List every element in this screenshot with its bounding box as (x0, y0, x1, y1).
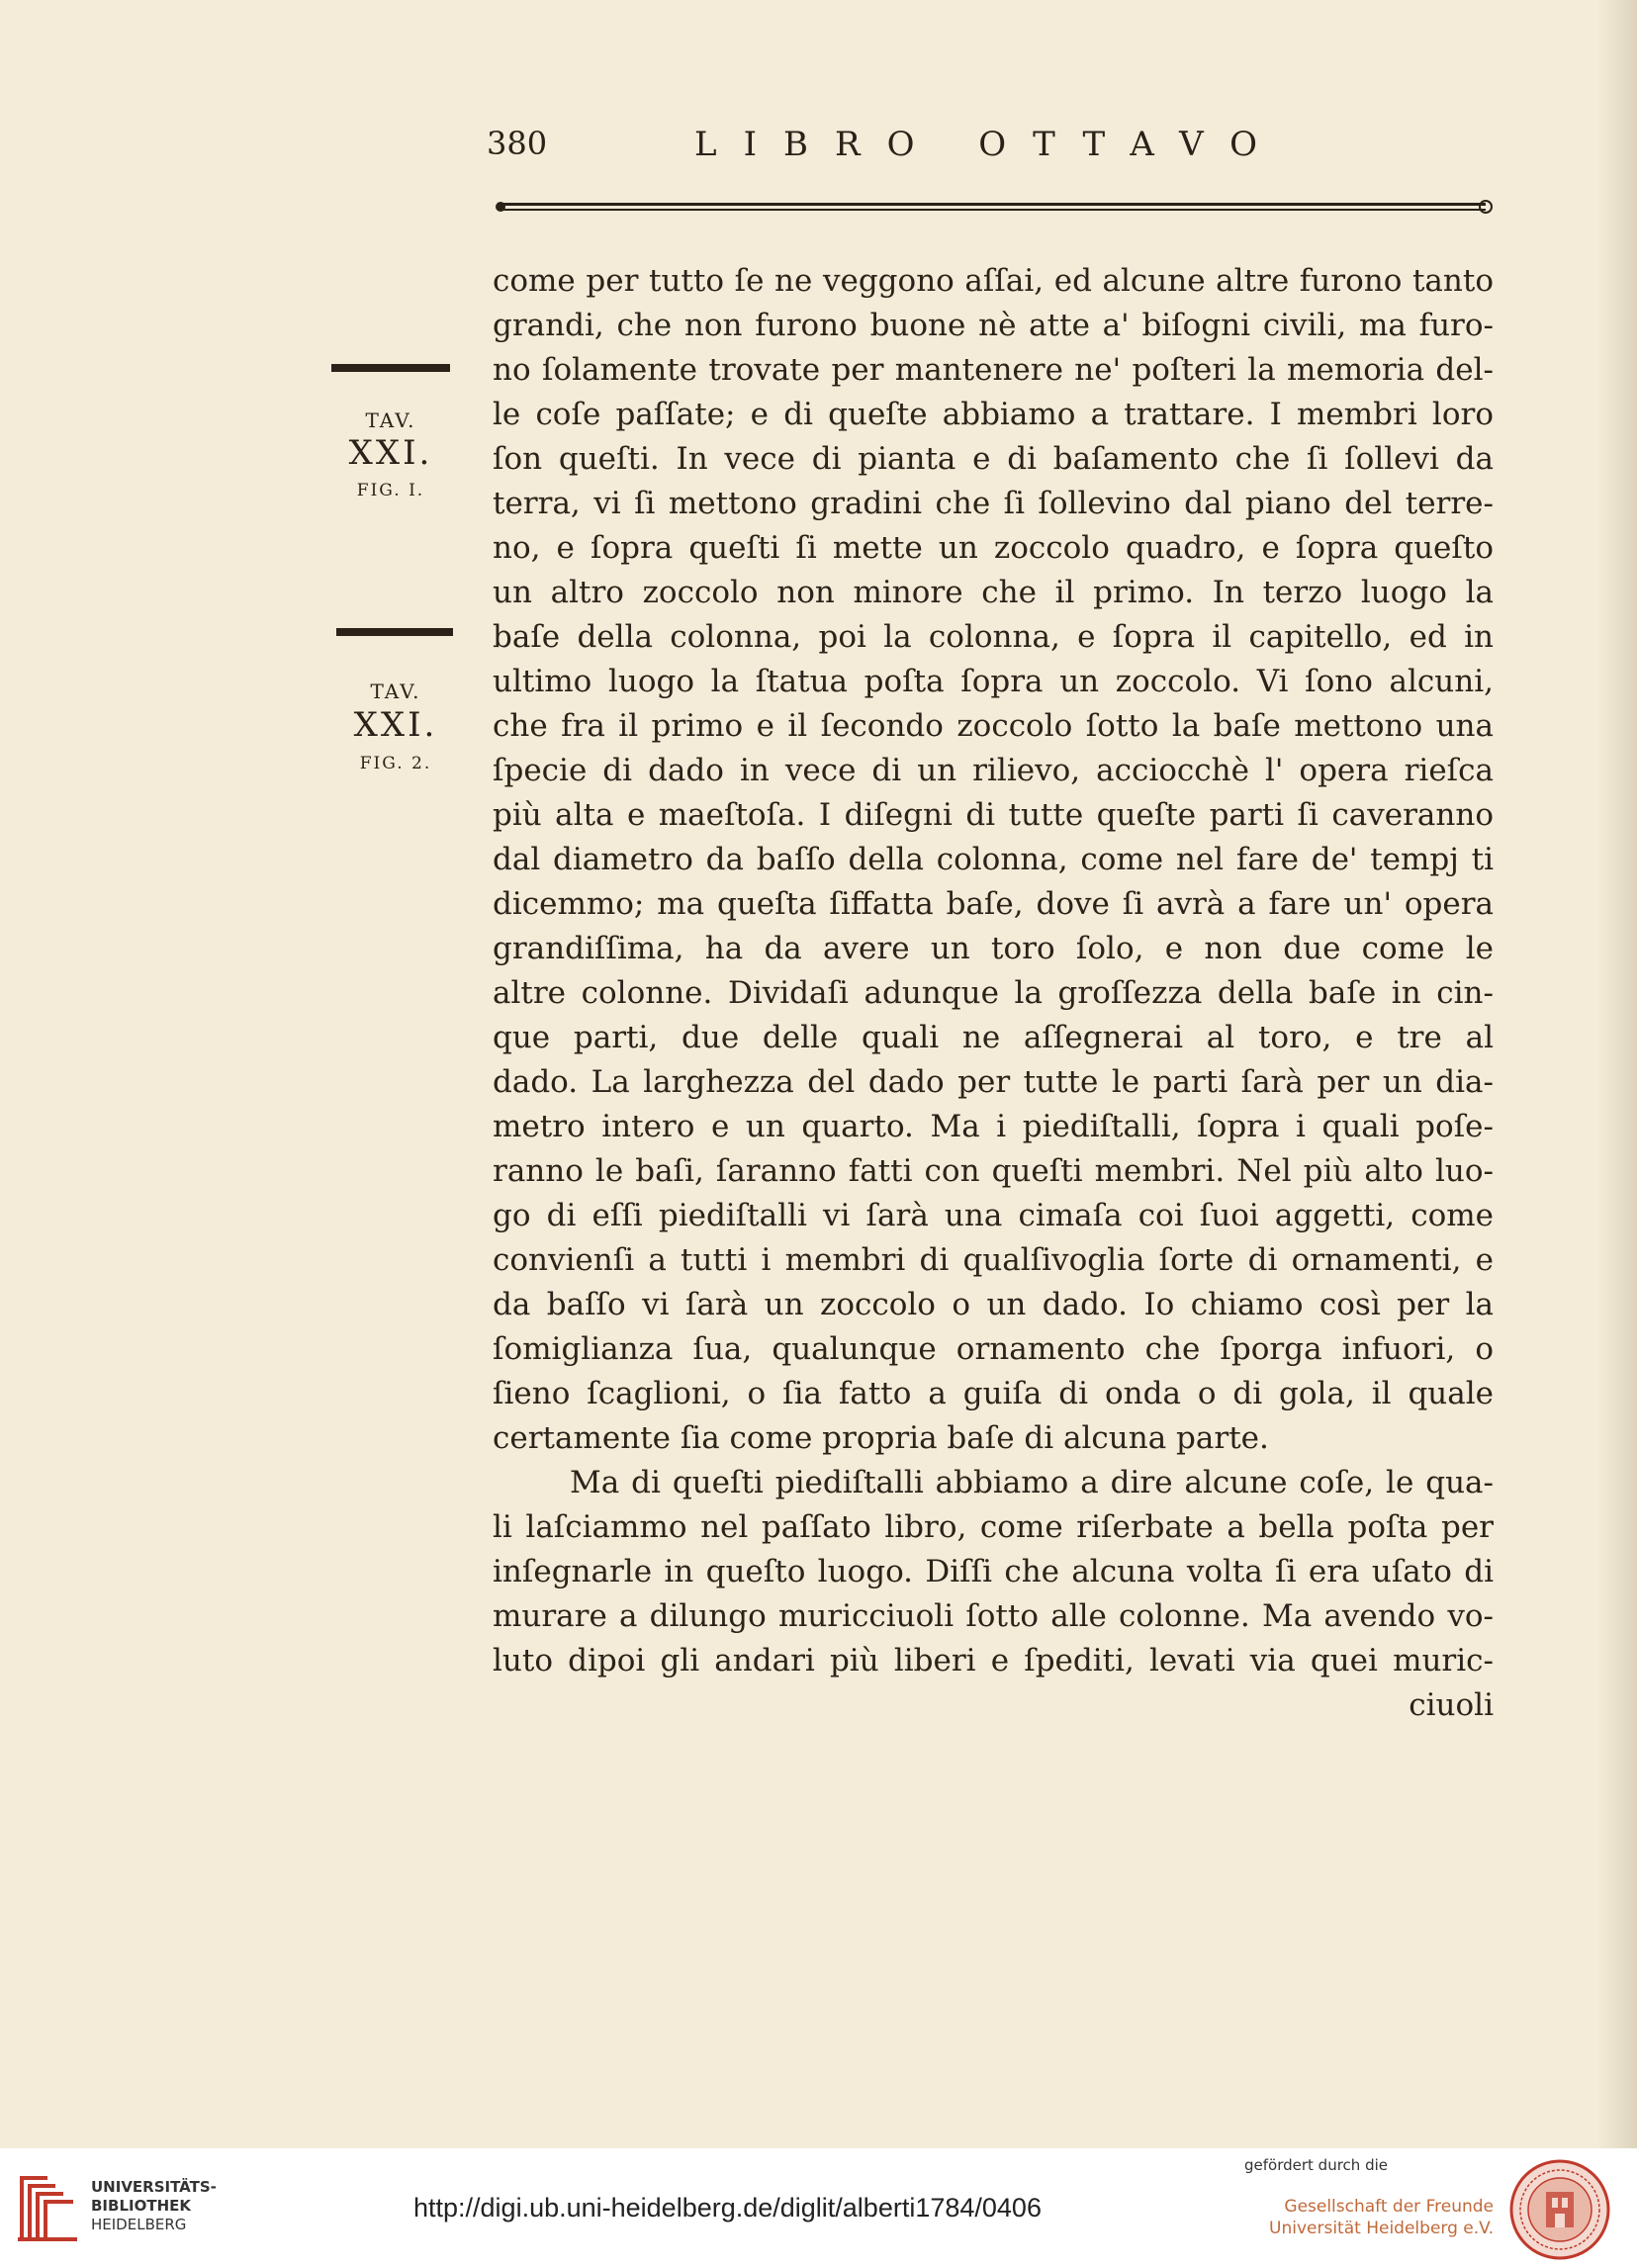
margin-note-number: XXI. (348, 433, 433, 473)
library-name-line: HEIDELBERG (91, 2216, 187, 2233)
catchword: ciuoli (1409, 1687, 1494, 1723)
text-line: no, e ſopra queſti ſi mette un zoccolo quadro, e ſopra queſto (493, 530, 1494, 566)
page-number: 380 (487, 125, 548, 162)
margin-rule (336, 628, 453, 636)
page-header (487, 117, 1505, 166)
ornamental-rule (495, 198, 1494, 216)
text-line: più alta e maeſtoſa. I diſegni di tutte queſte parti ſi caveranno (493, 797, 1494, 833)
text-line: ſon queſti. In vece di pianta e di baſamento che ſi ſollevi da (493, 441, 1494, 477)
text-line: altre colonne. Dividaſi adunque la groſſezza della baſe in cin- (493, 975, 1494, 1011)
page-edge-shadow (1597, 0, 1637, 2148)
margin-note-tav: TAV. (370, 680, 421, 703)
society-seal-icon (1508, 2158, 1611, 2261)
text-line: da baſſo vi ſarà un zoccolo o un dado. Io chiamo così per la (493, 1287, 1494, 1322)
margin-note-tav: TAV. (365, 408, 416, 432)
permalink-url[interactable]: http://digi.ub.uni-heidelberg.de/diglit/alberti1784/0406 (413, 2193, 1042, 2223)
text-line: grandiſſima, ha da avere un toro ſolo, e non due come le (493, 931, 1494, 966)
text-line: dicemmo; ma queſta ſiffatta baſe, dove ſi avrà a fare un' opera (493, 886, 1494, 922)
text-line: le coſe paſſate; e di queſte abbiamo a trattare. I membri loro (493, 397, 1494, 432)
text-line: ſpecie di dado in vece di un rilievo, acciocchè l' opera rieſca (493, 753, 1494, 788)
text-line: ſomiglianza ſua, qualunque ornamento che ſporga infuori, o (493, 1331, 1494, 1367)
running-title: LIBRO OTTAVO (694, 125, 1284, 164)
text-line: convienſi a tutti i membri di qualſivoglia ſorte di ornamenti, e (493, 1242, 1494, 1278)
text-line: come per tutto ſe ne veggono aſſai, ed alcune altre furono tanto (493, 263, 1494, 299)
margin-note-1 (331, 364, 450, 512)
text-line: ſieno ſcaglioni, o ſia fatto a guiſa di onda o di gola, il quale (493, 1376, 1494, 1411)
sponsor-label: gefördert durch die (1244, 2156, 1388, 2174)
margin-note-fig: FIG. 2. (359, 754, 432, 773)
text-line: metro intero e un quarto. Ma i piediſtalli, ſopra i quali poſe- (493, 1109, 1494, 1144)
sponsor-block (1236, 2156, 1494, 2239)
margin-rule (331, 364, 450, 372)
margin-note-2 (336, 628, 455, 796)
text-line: que parti, due delle quali ne aſſegnerai al toro, e tre al (493, 1020, 1494, 1055)
text-line: go di eſſi piediſtalli vi ſarà una cimaſa coi ſuoi aggetti, come (493, 1198, 1494, 1233)
sponsor-name-line: Universität Heidelberg e.V. (1269, 2219, 1494, 2238)
paragraph-first-line: Ma di queſti piediſtalli abbiamo a dire alcune coſe, le qua- (570, 1465, 1494, 1500)
text-line: baſe della colonna, poi la colonna, e ſopra il capitello, ed in (493, 619, 1494, 655)
library-name-line: BIBLIOTHEK (91, 2197, 191, 2215)
text-line: un altro zoccolo non minore che il primo. In terzo luogo la (493, 575, 1494, 610)
text-line: luto dipoi gli andari più liberi e ſpediti, levati via quei muric- (493, 1643, 1494, 1678)
text-line: inſegnarle in queſto luogo. Diſſi che alcuna volta ſi era uſato di (493, 1554, 1494, 1589)
text-line: terra, vi ſi mettono gradini che ſi ſollevino dal piano del terre- (493, 486, 1494, 521)
text-line: ultimo luogo la ſtatua poſta ſopra un zoccolo. Vi ſono alcuni, (493, 664, 1494, 699)
library-name (91, 2178, 217, 2234)
text-line: murare a dilungo muricciuoli ſotto alle colonne. Ma avendo vo- (493, 1598, 1494, 1634)
text-line: che fra il primo e il ſecondo zoccolo ſotto la baſe mettono una (493, 708, 1494, 744)
margin-note-number: XXI. (353, 705, 438, 745)
digitization-footer (0, 2148, 1637, 2268)
text-line: grandi, che non furono buone nè atte a' biſogni civili, ma furo- (493, 308, 1494, 343)
text-line: dado. La larghezza del dado per tutte le parti ſarà per un dia- (493, 1064, 1494, 1100)
university-library-logo-icon (14, 2168, 83, 2245)
text-line: ranno le baſi, ſaranno fatti con queſti membri. Nel più alto luo- (493, 1153, 1494, 1189)
margin-note-fig: FIG. I. (356, 481, 425, 500)
sponsor-name (1236, 2196, 1494, 2239)
text-line: li laſciammo nel paſſato libro, come riſerbate a bella poſta per (493, 1509, 1494, 1545)
sponsor-name-line: Gesellschaft der Freunde (1284, 2197, 1494, 2217)
text-line: dal diametro da baſſo della colonna, come nel fare de' tempj ti (493, 842, 1494, 877)
text-line: certamente ſia come propria baſe di alcuna parte. (493, 1420, 1269, 1456)
body-text (493, 259, 1494, 1728)
text-line: no ſolamente trovate per mantenere ne' poſteri la memoria del- (493, 352, 1494, 388)
library-name-line: UNIVERSITÄTS- (91, 2178, 217, 2196)
